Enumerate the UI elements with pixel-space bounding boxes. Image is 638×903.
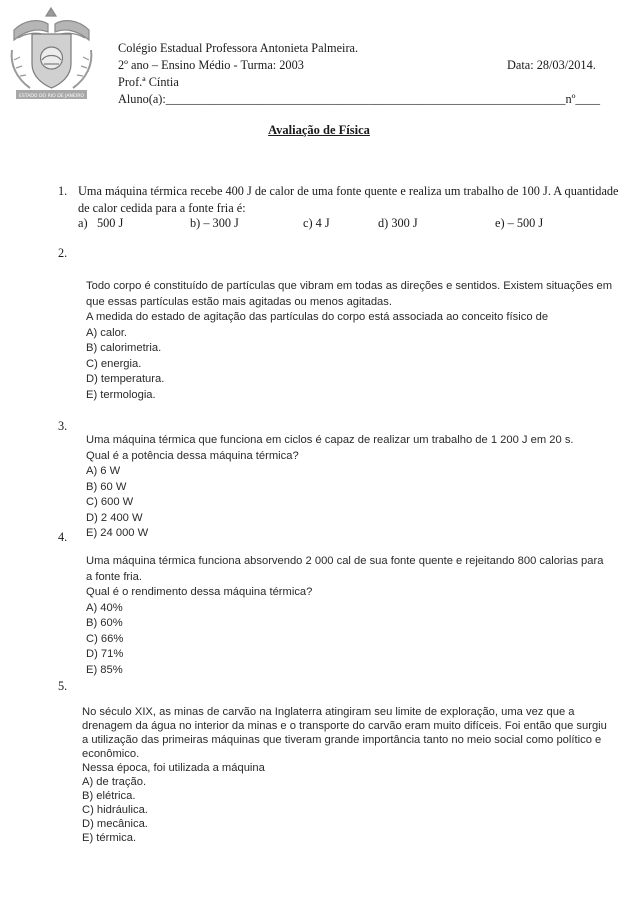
question-4-block [86,554,603,678]
question-5-number: 5. [58,679,68,693]
question-3-option-e: E) 24 000 W [86,527,149,539]
question-4-text-line: Uma máquina térmica funciona absorvendo 2 000 cal de sua fonte quente e rejeitando 800 calorias para [86,555,604,567]
question-2-text-line: Todo corpo é constituído de partículas que vibram em todas as direções e sentidos. Existem situações em [86,280,613,292]
question-5-text-line: drenagem da água no interior da minas e o transporte do carvão eram muito difíceis. Foi então que surgiu [82,720,607,732]
question-4-option-a: A) 40% [86,601,123,614]
question-1-option-a-letter: a) [78,216,88,230]
question-3-option-c: C) 600 W [86,496,134,508]
question-4-text-line: a fonte fria. [86,570,142,583]
question-2-option-e: E) termologia. [86,388,156,401]
svg-text:ESTADO DO RIO DE JANEIRO: ESTADO DO RIO DE JANEIRO [18,94,85,99]
question-1-option-d: d) 300 J [378,216,418,230]
question-3-text-line: Uma máquina térmica que funciona em ciclos é capaz de realizar um trabalho de 1 200 J em 20 s. [86,434,574,446]
question-4-option-c: C) 66% [86,632,124,645]
class-info: 2º ano – Ensino Médio - Turma: 2003 [118,58,304,72]
question-5-option-b: B) elétrica. [82,790,136,802]
question-5-option-a: A) de tração. [82,776,147,788]
question-5-option-d: D) mecânica. [82,818,148,830]
question-1-number: 1. [58,184,68,198]
school-name: Colégio Estadual Professora Antonieta Palmeira. [118,41,359,55]
question-1-option-a: 500 J [97,216,124,230]
page-title: Avaliação de Física [268,123,370,137]
question-2-number: 2. [58,246,68,260]
question-1-option-b: b) – 300 J [190,216,239,230]
question-5-text-line: a utilização das primeiras máquinas que tiveram grande importância tanto no meio social como político e [82,734,602,746]
question-5-option-e: E) térmica. [82,832,137,844]
student-name-line: Aluno(a):_________________________________________________________________nº____ [118,92,601,106]
question-2-option-d: D) temperatura. [86,373,165,385]
question-4-option-e: E) 85% [86,663,123,676]
question-3-option-a: A) 6 W [86,465,121,477]
question-3-option-b: B) 60 W [86,480,127,493]
question-2-option-c: C) energia. [86,357,142,370]
question-3-block [86,433,574,542]
question-4-option-b: B) 60% [86,617,123,629]
question-2-text-line: A medida do estado de agitação das partículas do corpo está associada ao conceito físico de [86,311,549,323]
exam-date: Data: 28/03/2014. [507,58,596,72]
state-coat-of-arms-logo [4,2,99,102]
question-2-block [86,279,612,403]
question-1-text-line: de calor cedida para a fonte fria é: [78,201,246,215]
question-5-text-line: Nessa época, foi utilizada a máquina [82,762,265,774]
question-3-option-d: D) 2 400 W [86,511,143,524]
teacher-name: Prof.ª Cíntia [118,75,179,89]
question-5-text-line: No século XIX, as minas de carvão na Inglaterra atingiram seu limite de exploração, uma vez que a [82,706,575,718]
question-3-number: 3. [58,419,68,433]
question-2-option-a: A) calor. [86,326,128,339]
question-5-text-line: econômico. [82,748,140,760]
question-1-text-line: Uma máquina térmica recebe 400 J de calor de uma fonte quente e realiza um trabalho de 100 J. A quantidade [78,184,619,198]
question-2-text-line: que essas partículas estão mais agitadas ou menos agitadas. [86,295,392,308]
question-5-option-c: C) hidráulica. [82,804,148,816]
question-4-option-d: D) 71% [86,648,124,660]
question-4-number: 4. [58,530,68,544]
question-1-option-c: c) 4 J [303,216,330,230]
question-1-option-e: e) – 500 J [495,216,544,230]
question-5-block [82,705,607,845]
question-4-text-line: Qual é o rendimento dessa máquina térmica? [86,586,313,598]
question-2-option-b: B) calorimetria. [86,342,162,354]
question-3-text-line: Qual é a potência dessa máquina térmica? [86,449,299,462]
